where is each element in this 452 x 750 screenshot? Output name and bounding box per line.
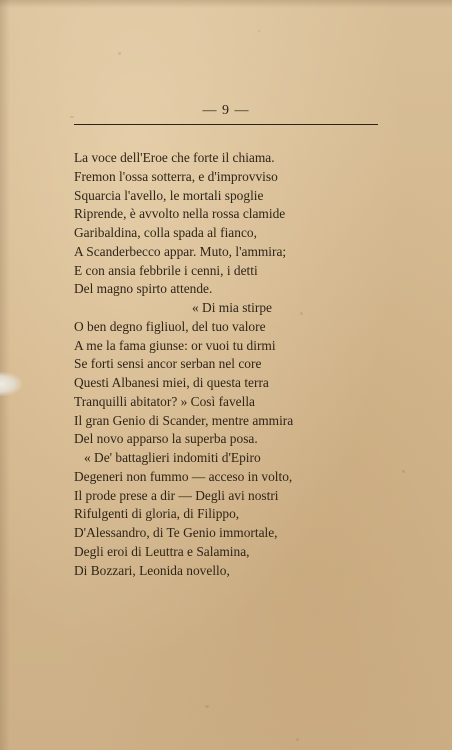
verse-line: « Di mia stirpe bbox=[192, 300, 272, 315]
paper-tear bbox=[0, 372, 22, 396]
verse-line: D'Alessandro, di Te Genio immortale, bbox=[74, 525, 278, 540]
verse-line: Riprende, è avvolto nella rossa clamide bbox=[74, 206, 286, 222]
verse-line: Del novo apparso la superba posa. bbox=[74, 431, 258, 447]
verse-line: « De' battaglieri indomiti d'Epiro bbox=[84, 450, 261, 465]
verse-line: Se forti sensi ancor serban nel core bbox=[74, 356, 262, 372]
page-number bbox=[0, 103, 452, 119]
header-rule bbox=[74, 124, 378, 125]
verse-line: A me la fama giunse: or vuoi tu dirmi bbox=[74, 337, 276, 353]
verse-line: Il gran Genio di Scander, mentre ammira bbox=[74, 412, 294, 428]
verse-line: Fremon l'ossa sotterra, e d'improvviso bbox=[74, 168, 278, 184]
verse-line: O ben degno figliuol, del tuo valore bbox=[74, 318, 266, 334]
verse-line: Rifulgenti di gloria, di Filippo, bbox=[74, 506, 240, 522]
verse-line: A Scanderbecco appar. Muto, l'ammira; bbox=[74, 243, 287, 259]
verse-line: Tranquilli abitator? » Così favella bbox=[74, 393, 255, 409]
verse-line: La voce dell'Eroe che forte il chiama. bbox=[74, 150, 275, 165]
verse-line: Di Bozzari, Leonida novello, bbox=[74, 562, 230, 578]
page-number-text: — 9 — bbox=[202, 103, 250, 118]
paper-spot bbox=[258, 30, 260, 32]
verse-line: Squarcia l'avello, le mortali spoglie bbox=[74, 187, 264, 203]
poem-text bbox=[74, 149, 374, 580]
paper-spot bbox=[118, 52, 121, 55]
verse-line: Degli eroi di Leuttra e Salamina, bbox=[74, 543, 250, 559]
paper-spot bbox=[296, 738, 299, 741]
paper-spot bbox=[205, 705, 209, 708]
page-top-shadow bbox=[0, 0, 452, 8]
verse-line: Il prode prese a dir — Degli avi nostri bbox=[74, 487, 279, 503]
verse-line: Questi Albanesi miei, di questa terra bbox=[74, 375, 269, 390]
verse-line: Del magno spirto attende. bbox=[74, 281, 213, 297]
verse-line: Garibaldina, colla spada al fianco, bbox=[74, 225, 257, 240]
verse-line: E con ansia febbrile i cenni, i detti bbox=[74, 262, 258, 278]
verse-line: Degeneri non fummo — acceso in volto, bbox=[74, 468, 293, 484]
paper-spot bbox=[402, 470, 405, 473]
